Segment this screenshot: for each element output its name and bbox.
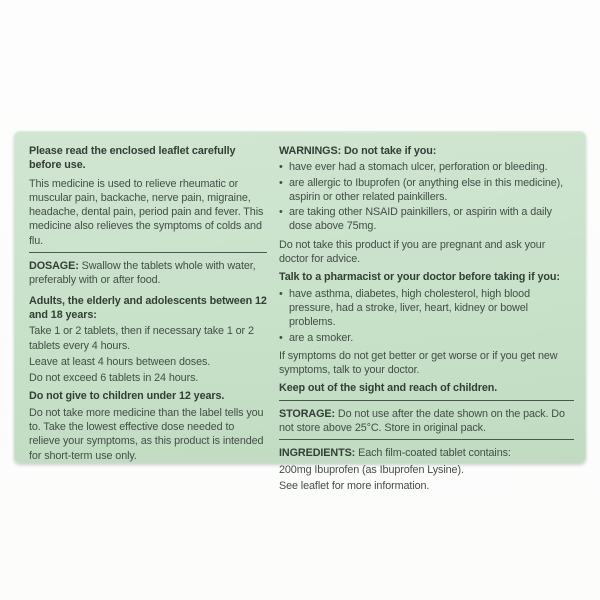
talk-to-pharmacist-heading: Talk to a pharmacist or your doctor before taking if you:	[279, 271, 560, 284]
right-column	[279, 144, 574, 492]
leaflet-notice-heading: Please read the enclosed leaflet carefully before use.	[29, 145, 236, 172]
talk-bullet-list	[279, 287, 574, 345]
talk-bullet-text: have asthma, diabetes, high cholesterol, high blood pressure, had a stroke, liver, heart, kidney or bowel problems.	[289, 287, 530, 329]
talk-bullet-item	[279, 287, 574, 330]
bullet-dot: •	[279, 287, 283, 300]
bullet-dot: •	[279, 331, 283, 344]
storage-text: Do not use after the date shown on the pack. Do not store above 25°C. Store in original pack.	[279, 407, 565, 435]
warning-bullet-text: are taking other NSAID painkillers, or aspirin with a daily dose above 75mg.	[289, 206, 552, 233]
dosage-paragraph	[29, 259, 267, 288]
bullet-dot: •	[279, 161, 283, 174]
storage-label: STORAGE:	[279, 407, 335, 420]
ingredients-divider	[279, 439, 574, 440]
ingredients-line: Each film-coated tablet contains:	[358, 447, 511, 460]
warning-bullet-text: have ever had a stomach ulcer, perforation or bleeding.	[289, 161, 548, 174]
warnings-heading: WARNINGS: Do not take if you:	[279, 145, 437, 157]
storage-divider	[279, 400, 574, 401]
adults-heading: Adults, the elderly and adolescents between 12 and 18 years:	[29, 294, 267, 321]
warning-bullet-text: are allergic to Ibuprofen (or anything else in this medicine), aspirin or other related painkillers.	[289, 176, 564, 203]
warning-bullet-item	[279, 205, 574, 234]
medicine-box-back-panel	[14, 131, 586, 492]
talk-bullet-item	[279, 331, 574, 345]
symptoms-advice-text: If symptoms do not get better or get worse or if you get new symptoms, talk to your doctor.	[279, 349, 558, 377]
adults-dose-line: Do not exceed 6 tablets in 24 hours.	[29, 372, 199, 385]
keep-out-of-reach-heading: Keep out of the sight and reach of children.	[279, 382, 498, 395]
children-text: Do not take more medicine than the label tells you to. Take the lowest effective dose needed to relieve your symptoms, as this product is intended for short-term use only.	[29, 406, 264, 462]
left-column	[29, 144, 267, 462]
bullet-dot: •	[279, 176, 283, 189]
dosage-label: DOSAGE:	[29, 260, 79, 273]
storage-paragraph	[279, 407, 574, 436]
pregnancy-warning-text: Do not take this product if you are pregnant and ask your doctor for advice.	[279, 238, 546, 266]
left-divider	[29, 252, 267, 253]
dosage-text: Swallow the tablets whole with water, preferably with or after food.	[29, 260, 256, 287]
bullet-dot: •	[279, 206, 283, 219]
talk-bullet-text: are a smoker.	[289, 331, 354, 344]
ingredients-line: See leaflet for more information.	[279, 479, 430, 492]
indications-text: This medicine is used to relieve rheumatic or muscular pain, backache, nerve pain, migraine, headache, dental pain, period pain and fever. This medicine also relieves the symptoms of colds and flu.	[29, 177, 264, 247]
adults-dose-line: Leave at least 4 hours between doses.	[29, 355, 211, 368]
ingredients-label: INGREDIENTS:	[279, 447, 356, 460]
children-heading: Do not give to children under 12 years.	[29, 390, 225, 403]
ingredients-paragraph	[279, 446, 574, 460]
warning-bullet-item	[279, 160, 574, 174]
ingredients-line: 200mg Ibuprofen (as Ibuprofen Lysine).	[279, 463, 464, 476]
warnings-bullet-list	[279, 160, 574, 233]
adults-dose-line: Take 1 or 2 tablets, then if necessary take 1 or 2 tablets every 4 hours.	[29, 325, 254, 352]
warning-bullet-item	[279, 176, 574, 205]
